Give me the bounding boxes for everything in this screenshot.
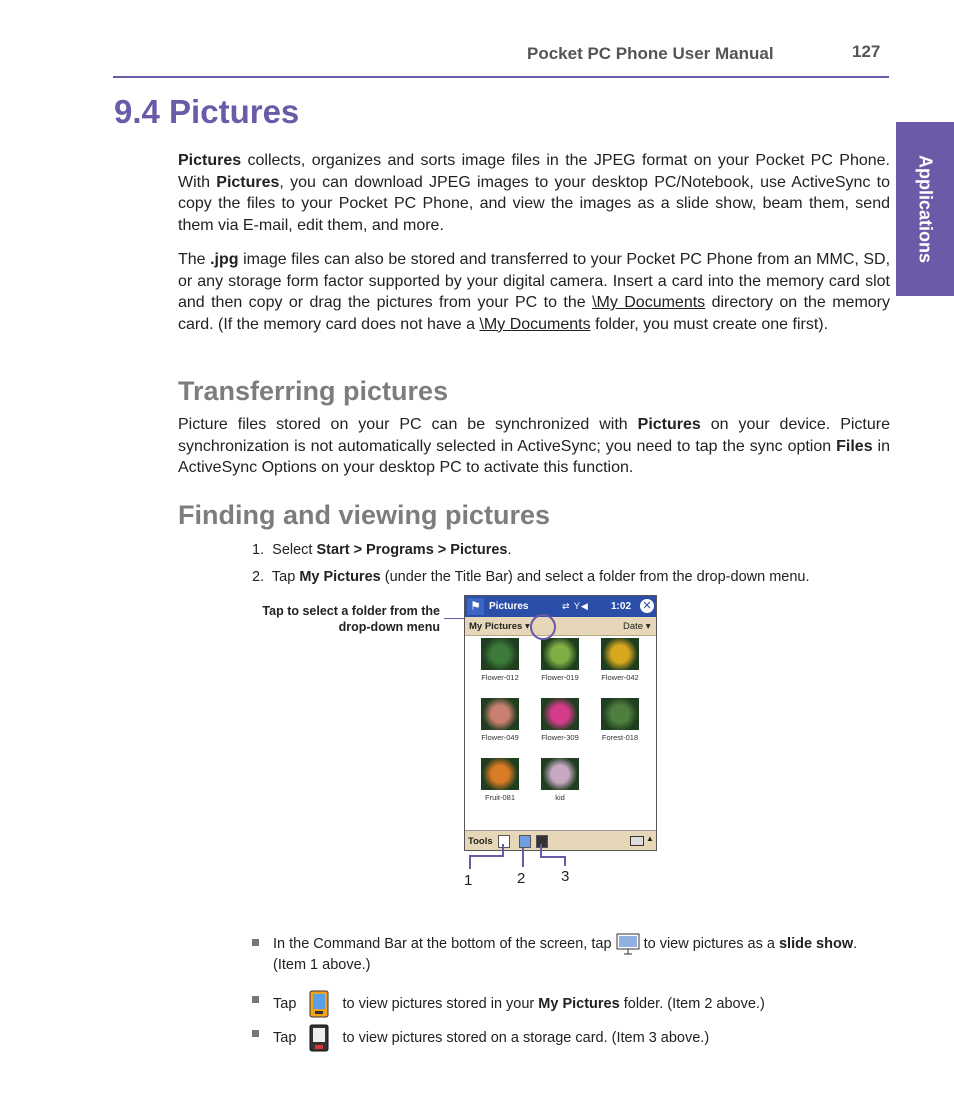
text: Tap [273, 1029, 301, 1046]
leader-3 [540, 856, 566, 858]
thumbnail-label: Flower-309 [541, 733, 579, 742]
transfer-paragraph [178, 414, 890, 479]
leader-1 [502, 844, 504, 857]
text: to view pictures as a [639, 935, 779, 952]
step-2 [252, 569, 810, 585]
picture-thumbnail[interactable] [530, 636, 590, 696]
running-header: Pocket PC Phone User Manual [527, 44, 774, 63]
thumbnail-image [541, 758, 579, 790]
thumbnail-label: Flower-049 [481, 733, 519, 742]
step-number: 1. [252, 542, 265, 558]
storage-card-icon [308, 1024, 330, 1052]
picture-thumbnail[interactable] [590, 636, 650, 696]
text: image files can also be stored and transferred to your Pocket PC Phone from an MMC, SD, or any storage form factor supported by your digital camera. Insert a card into the memory card slot and then copy or drag the pictures from your PC to the [178, 251, 891, 311]
text: Tap [271, 569, 300, 585]
text: , you can download JPEG images to your desktop PC/Notebook, use ActiveSync to copy the files to your Pocket PC Phone, and view the images as a slide show, beam them, send them via E-mail, edit them, and more. [178, 173, 890, 234]
device-title-bar [465, 596, 656, 617]
text: on your device. Picture synchronization is not automatically selected in ActiveSync; you need to tap the sync option [178, 416, 890, 455]
folder-name: My Pictures [538, 995, 620, 1012]
text: in ActiveSync Options on your desktop PC to activate this function. [178, 437, 890, 476]
close-icon[interactable]: ✕ [640, 599, 654, 613]
folder-path: \My Documents [479, 315, 591, 333]
text: (under the Title Bar) and select a folder from the drop-down menu. [380, 569, 810, 585]
folder-bar [465, 617, 656, 636]
callout-line-2: drop-down menu [338, 620, 440, 634]
callout-label [240, 603, 440, 635]
picture-thumbnail[interactable] [470, 696, 530, 756]
thumbnail-image [541, 698, 579, 730]
intro-paragraph [178, 150, 890, 236]
picture-thumbnail[interactable] [590, 696, 650, 756]
bullet-marker [252, 996, 259, 1003]
status-icons: ⇄ Y◀ [562, 601, 589, 611]
app-name: Pictures [178, 152, 242, 169]
my-pictures-icon [308, 990, 330, 1018]
text: directory on the memory card. (If the memory card does not have a [178, 294, 890, 333]
bullet-text [273, 990, 883, 1018]
thumbnail-label: Fruit-081 [484, 793, 515, 802]
slideshow-icon[interactable] [498, 835, 510, 848]
bullet-text [273, 933, 883, 975]
leader-3 [564, 856, 566, 866]
chapter-side-tab [896, 122, 954, 296]
storage-paragraph [178, 249, 890, 335]
callout-line-1: Tap to select a folder from the [262, 604, 440, 618]
thumbnail-image [481, 698, 519, 730]
app-name: Pictures [637, 416, 701, 433]
text: Select [272, 542, 317, 558]
thumbnail-label: Flower-012 [481, 673, 519, 682]
picture-thumbnail[interactable] [470, 756, 530, 816]
leader-1 [469, 857, 471, 869]
text: collects, organizes and sorts image files in the JPEG format on your Pocket PC Phone. With [178, 152, 890, 191]
text: folder. (Item 2 above.) [619, 995, 765, 1012]
side-tab-label: Applications [915, 154, 936, 264]
picture-thumbnail[interactable] [530, 696, 590, 756]
page-number: 127 [852, 42, 881, 61]
app-name: Pictures [216, 173, 280, 191]
folder-name: My Pictures [299, 569, 381, 585]
folder-path: \My Documents [592, 294, 706, 311]
folder-dropdown[interactable]: My Pictures ▾ [469, 621, 530, 632]
text: Picture files stored on your PC can be synchronized with [178, 416, 638, 433]
command-bar [465, 830, 656, 851]
text: to view pictures stored in your [338, 995, 539, 1012]
thumbnail-label: Flower-042 [601, 673, 639, 682]
thumbnail-image [601, 698, 639, 730]
slideshow-icon [616, 933, 640, 955]
bullet-text [273, 1024, 883, 1052]
callout-number-2: 2 [517, 870, 526, 887]
keyboard-icon[interactable] [630, 836, 644, 846]
picture-thumbnail[interactable] [470, 636, 530, 696]
text: to view pictures stored on a storage card. (Item 3 above.) [338, 1029, 710, 1046]
step-number: 2. [252, 569, 265, 585]
header-rule [113, 76, 889, 78]
text: Tap [273, 995, 301, 1012]
callout-number-3: 3 [561, 868, 570, 885]
subheading-finding: Finding and viewing pictures [178, 500, 551, 530]
text: . (Item 1 above.) [273, 935, 858, 973]
thumbnail-label: Forest-018 [601, 733, 639, 742]
thumbnail-image [601, 638, 639, 670]
thumbnail-label: Flower-019 [541, 673, 579, 682]
subheading-transferring: Transferring pictures [178, 376, 449, 406]
bullet-marker [252, 1030, 259, 1037]
section-title: 9.4 Pictures [114, 93, 300, 130]
picture-thumbnail[interactable] [530, 756, 590, 816]
tools-menu[interactable]: Tools [468, 836, 493, 847]
file-extension: .jpg [210, 251, 239, 268]
option-name: Files [836, 437, 873, 455]
bullet-marker [252, 939, 259, 946]
thumbnail-image [481, 758, 519, 790]
device-app-title: Pictures [489, 601, 529, 612]
thumbnail-image [481, 638, 519, 670]
input-arrow-icon[interactable]: ▲ [646, 834, 654, 843]
thumbnail-label: kid [555, 793, 565, 802]
storage-card-icon[interactable] [536, 835, 548, 848]
sort-dropdown[interactable]: Date ▾ [623, 621, 651, 632]
callout-number-1: 1 [464, 872, 473, 889]
pictures-screenshot [464, 595, 657, 851]
leader-1 [469, 855, 503, 857]
my-pictures-icon[interactable] [519, 835, 531, 848]
windows-flag-icon[interactable]: ⚑ [467, 598, 484, 615]
feature-name: slide show [778, 935, 854, 952]
leader-2 [522, 848, 524, 867]
text: folder, you must create one first). [590, 315, 829, 333]
thumbnail-image [541, 638, 579, 670]
callout-circle [530, 614, 556, 640]
text: In the Command Bar at the bottom of the screen, tap [273, 935, 616, 952]
step-1 [252, 542, 512, 558]
text: . [507, 542, 512, 558]
menu-path: Start > Programs > Pictures [316, 542, 508, 558]
text: The [178, 251, 211, 268]
device-clock: 1:02 [611, 601, 632, 612]
